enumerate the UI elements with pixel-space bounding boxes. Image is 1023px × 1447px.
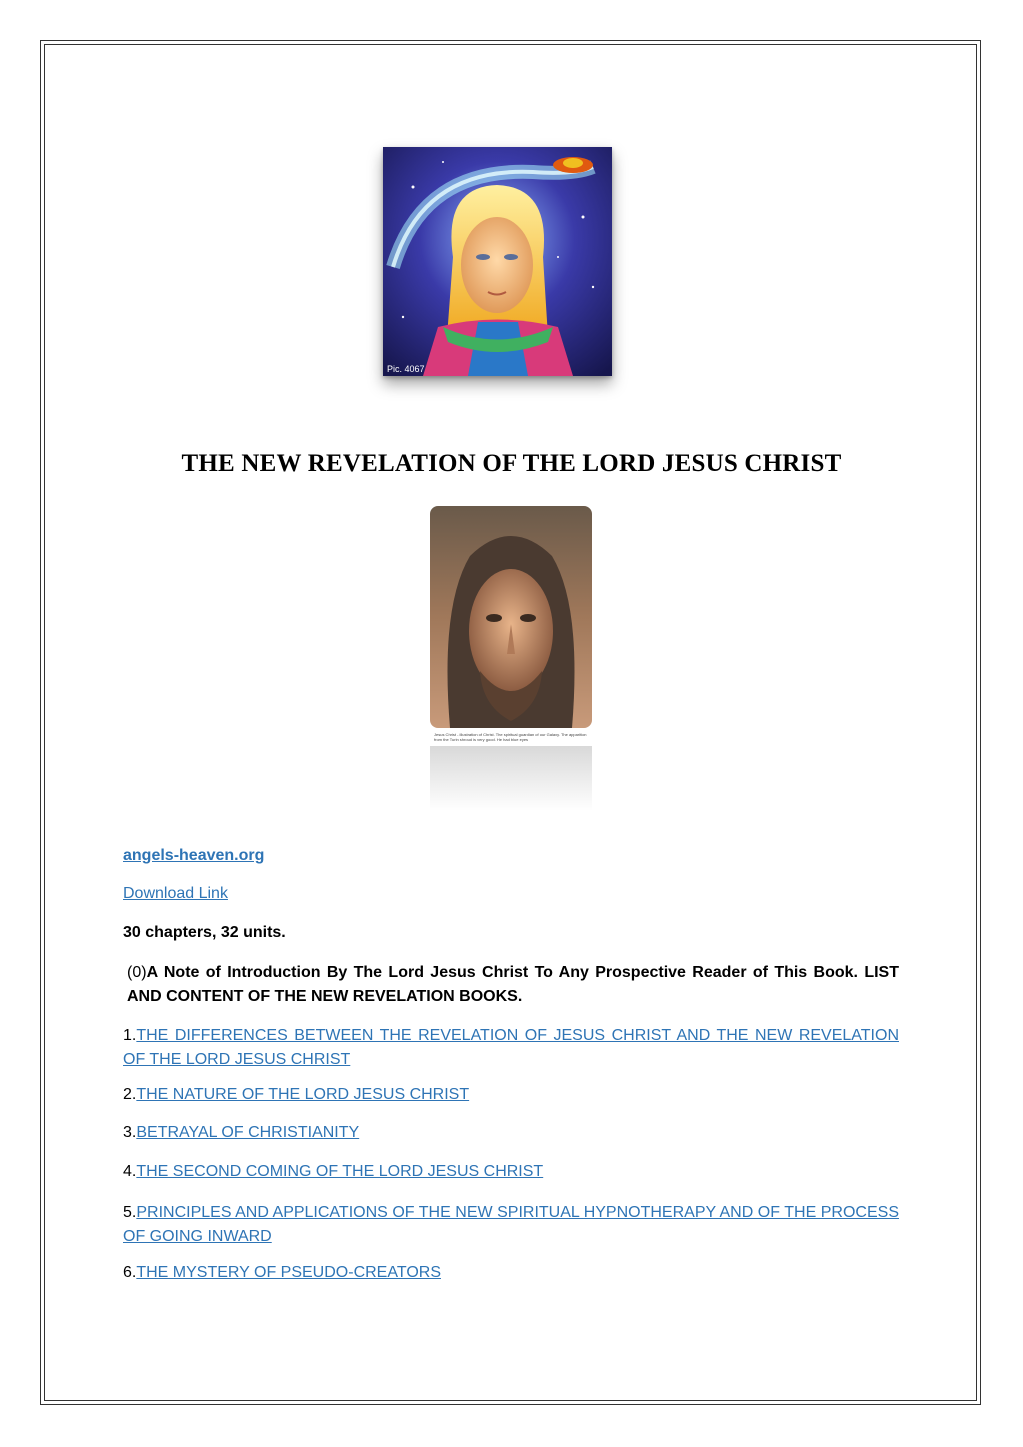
chapter-item (123, 1201, 899, 1249)
intro-paragraph (127, 961, 899, 1009)
chapter-link[interactable]: THE DIFFERENCES BETWEEN THE REVELATION OF JESUS CHRIST AND THE NEW REVELATION OF THE LORD JESUS CHRIST (123, 1027, 899, 1068)
chapter-number: 3. (123, 1124, 137, 1141)
portrait-image (430, 506, 592, 811)
chapter-link[interactable]: BETRAYAL OF CHRISTIANITY (136, 1124, 360, 1141)
download-link-row (123, 885, 899, 903)
cover-image-angel (383, 147, 612, 376)
chapter-link[interactable]: THE SECOND COMING OF THE LORD JESUS CHRIST (136, 1163, 544, 1180)
chapter-item (123, 1024, 899, 1072)
chapter-item (123, 1124, 899, 1142)
chapter-number: 1. (123, 1027, 137, 1044)
chapter-number: 5. (123, 1204, 137, 1221)
intro-prefix: (0) (127, 964, 147, 981)
angel-illustration (383, 147, 612, 376)
chapter-link[interactable]: THE MYSTERY OF PSEUDO-CREATORS (136, 1264, 441, 1281)
intro-text: A Note of Introduction By The Lord Jesus Christ To Any Prospective Reader of This Book. LIST AND CONTENT OF THE NEW REVELATION BOOKS. (127, 964, 899, 1005)
chapter-link[interactable]: THE NATURE OF THE LORD JESUS CHRIST (136, 1086, 470, 1103)
site-link-row (123, 847, 899, 865)
download-link[interactable]: Download Link (123, 885, 228, 902)
page-title: THE NEW REVELATION OF THE LORD JESUS CHRIST (181, 450, 842, 477)
summary-text: 30 chapters, 32 units. (123, 924, 286, 941)
image-label: Pic. 4067 (387, 364, 425, 374)
chapter-number: 2. (123, 1086, 137, 1103)
chapter-item (123, 1163, 899, 1181)
portrait-caption: Jesus Christ - illustration of Christ. The spiritual guardian of our Galaxy. The apparition from the Turin shroud is very good. He had blue eyes (434, 732, 587, 742)
chapter-item (123, 1264, 899, 1282)
portrait-illustration (430, 506, 592, 811)
chapter-number: 4. (123, 1163, 137, 1180)
chapter-link[interactable]: PRINCIPLES AND APPLICATIONS OF THE NEW SPIRITUAL HYPNOTHERAPY AND OF THE PROCESS OF GOING INWARD (123, 1204, 899, 1245)
site-link[interactable]: angels-heaven.org (123, 847, 265, 864)
chapter-item (123, 1086, 899, 1104)
chapter-number: 6. (123, 1264, 137, 1281)
